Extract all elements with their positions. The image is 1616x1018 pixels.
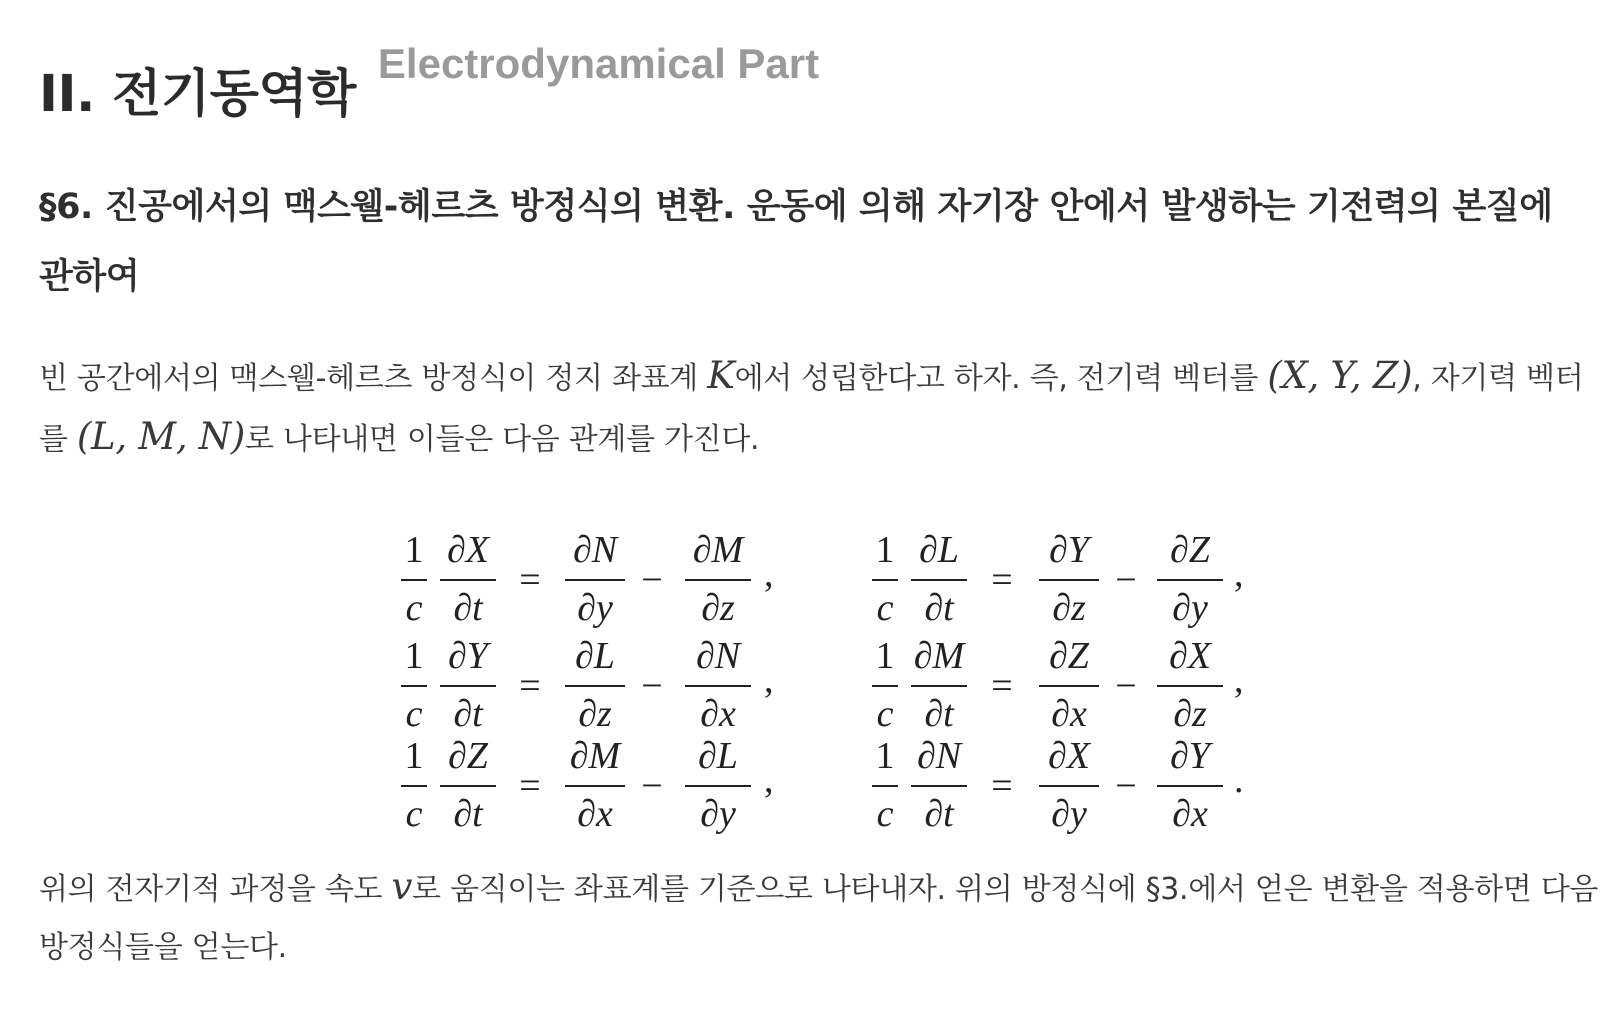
factor-one-over-c-numerator: 1: [875, 635, 895, 677]
text-run: 로 나타내면 이들은 다음 관계를 가진다.: [244, 422, 760, 457]
minus-sign: −: [1115, 559, 1137, 601]
spatial-derivative-a-numerator: ∂Z: [1049, 635, 1089, 677]
time-derivative-denominator: ∂t: [453, 693, 483, 735]
equation-punctuation: ,: [764, 659, 774, 701]
spatial-derivative-a-denominator: ∂y: [1051, 793, 1087, 835]
spatial-derivative-a-numerator: ∂M: [569, 735, 621, 777]
spatial-derivative-a-numerator: ∂N: [572, 529, 618, 571]
math-velocity-v: v: [391, 865, 413, 908]
time-derivative-numerator: ∂N: [916, 735, 962, 777]
spatial-derivative-b-numerator: ∂Z: [1170, 529, 1210, 571]
factor-one-over-c-numerator: 1: [404, 735, 424, 777]
equation-punctuation: .: [1234, 759, 1244, 801]
factor-one-over-c-denominator: c: [876, 793, 894, 835]
spatial-derivative-b-numerator: ∂X: [1169, 635, 1211, 677]
spatial-derivative-a-numerator: ∂X: [1048, 735, 1090, 777]
equation-punctuation: ,: [764, 759, 774, 801]
factor-one-over-c-denominator: c: [405, 793, 423, 835]
chapter-title: II. 전기동역학: [39, 65, 356, 124]
spatial-derivative-a-denominator: ∂z: [1052, 587, 1086, 629]
equals-sign: =: [519, 765, 541, 807]
spatial-derivative-b-denominator: ∂x: [700, 693, 736, 735]
factor-one-over-c-numerator: 1: [875, 735, 895, 777]
spatial-derivative-b-numerator: ∂Y: [1170, 735, 1210, 777]
factor-one-over-c-denominator: c: [876, 587, 894, 629]
minus-sign: −: [641, 665, 663, 707]
spatial-derivative-b-numerator: ∂N: [695, 635, 741, 677]
text-run: , 자기력 벡터를: [39, 361, 1584, 457]
math-symbol-k: K: [707, 354, 735, 397]
spatial-derivative-a-denominator: ∂z: [578, 693, 612, 735]
chapter-subtitle: Electrodynamical Part: [377, 40, 820, 87]
factor-one-over-c-numerator: 1: [404, 635, 424, 677]
time-derivative-denominator: ∂t: [453, 587, 483, 629]
section-title: §6. 진공에서의 맥스웰-헤르츠 방정식의 변환. 운동에 의해 자기장 안에서 발생하는 기전력의 본질에 관하여: [39, 187, 1553, 297]
equals-sign: =: [519, 665, 541, 707]
minus-sign: −: [641, 559, 663, 601]
equation-punctuation: ,: [764, 553, 774, 595]
time-derivative-numerator: ∂M: [913, 635, 965, 677]
factor-one-over-c-denominator: c: [405, 693, 423, 735]
time-derivative-numerator: ∂Z: [448, 735, 488, 777]
spatial-derivative-a-denominator: ∂y: [577, 587, 613, 629]
equals-sign: =: [991, 765, 1013, 807]
minus-sign: −: [1115, 765, 1137, 807]
equals-sign: =: [519, 559, 541, 601]
spatial-derivative-a-numerator: ∂L: [575, 635, 615, 677]
spatial-derivative-b-denominator: ∂x: [1172, 793, 1208, 835]
equation-punctuation: ,: [1234, 659, 1244, 701]
spatial-derivative-b-denominator: ∂z: [701, 587, 735, 629]
text-run: 빈 공간에서의 맥스웰-헤르츠 방정식이 정지 좌표계: [39, 361, 708, 396]
equals-sign: =: [991, 559, 1013, 601]
text-run: 위의 전자기적 과정을 속도: [39, 872, 392, 907]
time-derivative-denominator: ∂t: [924, 793, 954, 835]
factor-one-over-c-denominator: c: [405, 587, 423, 629]
text-run: 로 움직이는 좌표계를 기준으로 나타내자. 위의 방정식에 §3.에서 얻은 변환을 적용하면 다음 방정식들을 얻는다.: [39, 872, 1599, 965]
time-derivative-denominator: ∂t: [924, 693, 954, 735]
time-derivative-numerator: ∂Y: [448, 635, 488, 677]
time-derivative-numerator: ∂L: [919, 529, 959, 571]
time-derivative-denominator: ∂t: [924, 587, 954, 629]
factor-one-over-c-numerator: 1: [404, 529, 424, 571]
spatial-derivative-a-denominator: ∂x: [1051, 693, 1087, 735]
factor-one-over-c-denominator: c: [876, 693, 894, 735]
spatial-derivative-b-numerator: ∂L: [698, 735, 738, 777]
equals-sign: =: [991, 665, 1013, 707]
spatial-derivative-a-numerator: ∂Y: [1049, 529, 1089, 571]
time-derivative-denominator: ∂t: [453, 793, 483, 835]
spatial-derivative-b-denominator: ∂y: [700, 793, 736, 835]
spatial-derivative-b-denominator: ∂z: [1173, 693, 1207, 735]
spatial-derivative-b-denominator: ∂y: [1172, 587, 1208, 629]
minus-sign: −: [1115, 665, 1137, 707]
equation-punctuation: ,: [1234, 553, 1244, 595]
factor-one-over-c-numerator: 1: [875, 529, 895, 571]
minus-sign: −: [641, 765, 663, 807]
spatial-derivative-a-denominator: ∂x: [577, 793, 613, 835]
time-derivative-numerator: ∂X: [447, 529, 489, 571]
text-run: 에서 성립한다고 하자. 즉, 전기력 벡터를: [734, 361, 1268, 396]
spatial-derivative-b-numerator: ∂M: [692, 529, 744, 571]
math-magnetic-vector: (L, M, N): [76, 415, 245, 458]
math-electric-vector: (X, Y, Z): [1267, 354, 1413, 397]
